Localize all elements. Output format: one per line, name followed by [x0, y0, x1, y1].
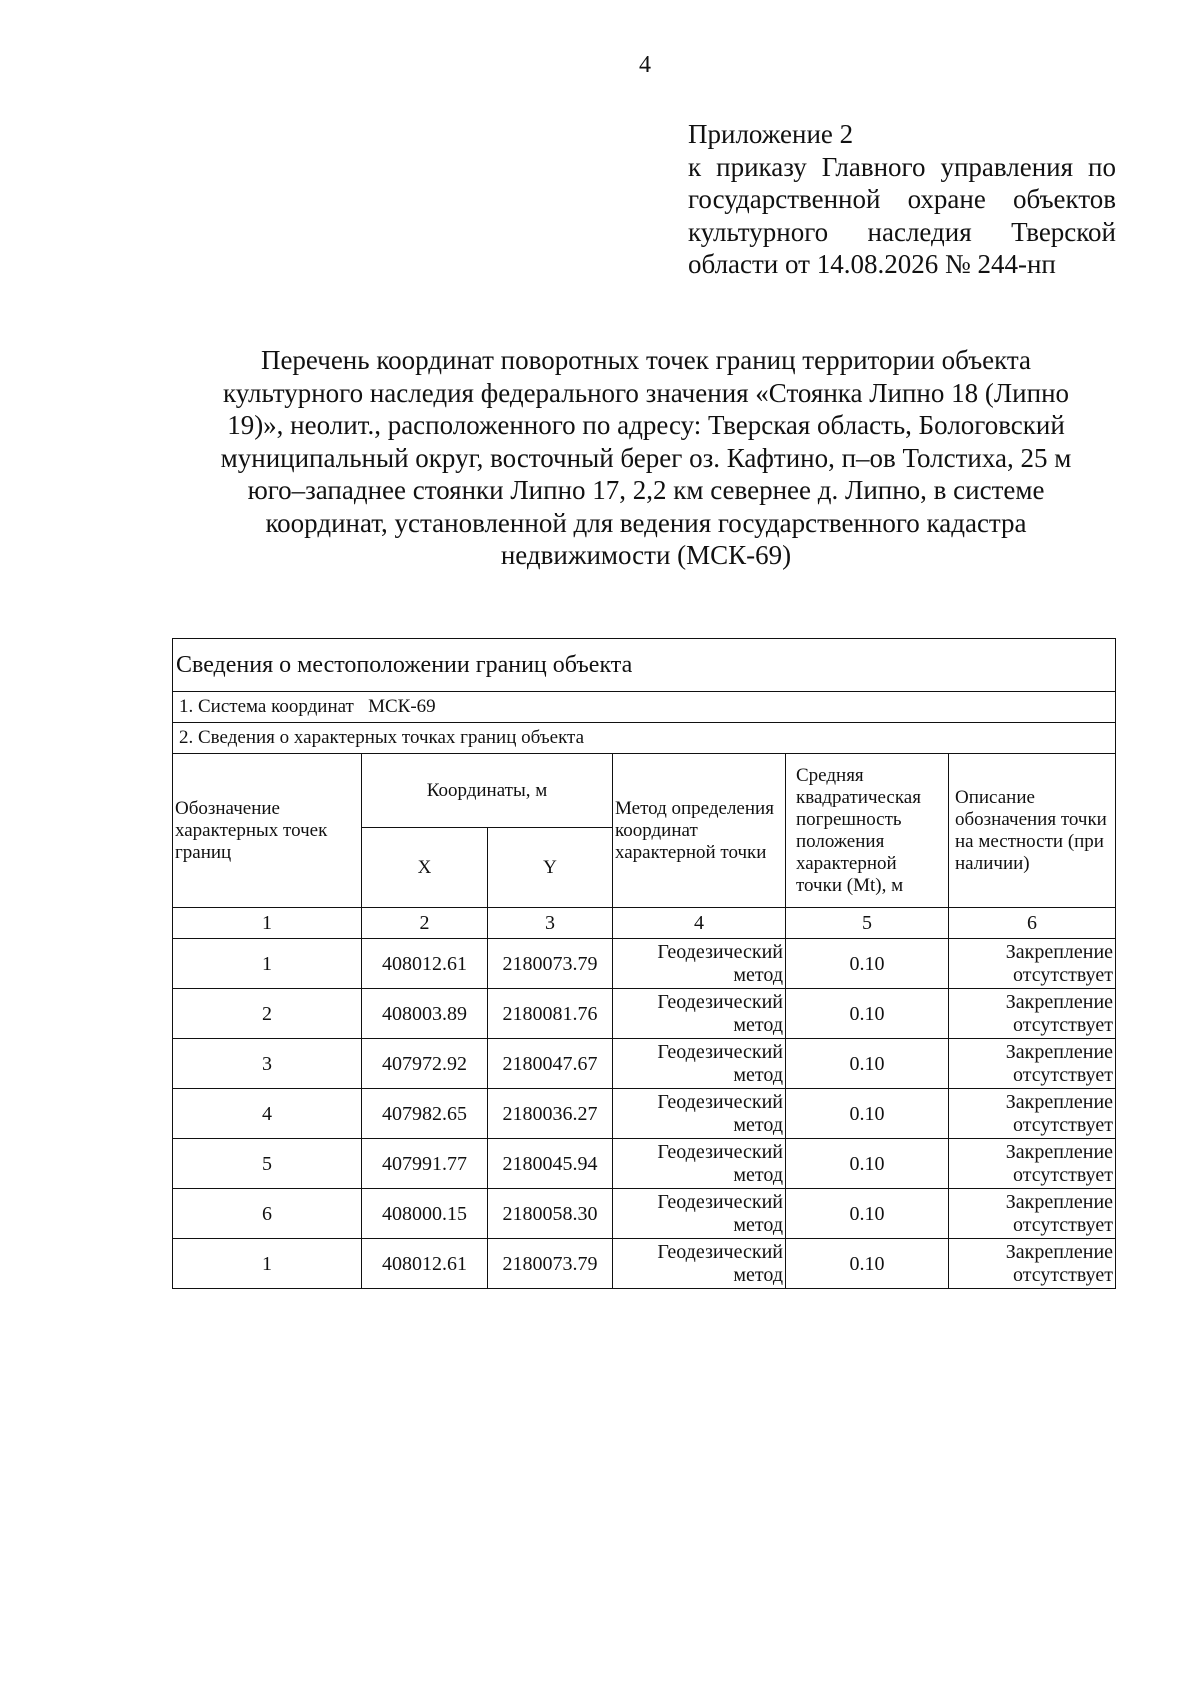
coord-system-row — [173, 692, 1116, 723]
header-x: X — [362, 828, 488, 908]
cell-point: 4 — [173, 1089, 362, 1139]
appendix-line: культурного наследия Тверской — [688, 216, 1116, 247]
cell-point: 3 — [173, 1039, 362, 1089]
cell-y: 2180073.79 — [488, 939, 613, 989]
column-number: 3 — [488, 908, 613, 939]
header-designation: Обозначение характерных точек границ — [173, 754, 362, 908]
header-coordinates: Координаты, м — [362, 754, 613, 828]
cell-desc: Закрепление отсутствует — [949, 989, 1116, 1039]
appendix-line: области от 14.08.2026 № 244-нп — [688, 249, 1056, 279]
cell-x: 407982.65 — [362, 1089, 488, 1139]
cell-desc: Закрепление отсутствует — [949, 1139, 1116, 1189]
table-row — [173, 989, 1116, 1039]
column-number: 4 — [613, 908, 786, 939]
cell-error: 0.10 — [786, 939, 949, 989]
cell-error: 0.10 — [786, 1139, 949, 1189]
cell-y: 2180045.94 — [488, 1139, 613, 1189]
coord-system-label: 1. Система координат — [179, 696, 354, 717]
column-number: 5 — [786, 908, 949, 939]
cell-method: Геодезический метод — [613, 1089, 786, 1139]
cell-x: 408012.61 — [362, 1239, 488, 1289]
cell-y: 2180047.67 — [488, 1039, 613, 1089]
cell-method: Геодезический метод — [613, 1189, 786, 1239]
cell-x: 407972.92 — [362, 1039, 488, 1089]
cell-desc: Закрепление отсутствует — [949, 1189, 1116, 1239]
cell-error: 0.10 — [786, 989, 949, 1039]
points-section-title: 2. Сведения о характерных точках границ объекта — [173, 723, 1116, 754]
column-numbers-row — [173, 908, 1116, 939]
table-row — [173, 1239, 1116, 1289]
cell-method: Геодезический метод — [613, 1139, 786, 1189]
cell-x: 408012.61 — [362, 939, 488, 989]
appendix-line: к приказу Главного управления по — [688, 151, 1116, 182]
cell-desc: Закрепление отсутствует — [949, 1239, 1116, 1289]
header-method: Метод определения координат характерной точки — [613, 754, 786, 908]
table-section-title: Сведения о местоположении границ объекта — [173, 639, 1116, 692]
table-row — [173, 1189, 1116, 1239]
cell-desc: Закрепление отсутствует — [949, 939, 1116, 989]
document-title — [176, 344, 1116, 572]
table-row — [173, 1039, 1116, 1089]
boundary-points-table — [172, 638, 1116, 1289]
table-row — [173, 1089, 1116, 1139]
cell-point: 5 — [173, 1139, 362, 1189]
cell-point: 6 — [173, 1189, 362, 1239]
column-number: 6 — [949, 908, 1116, 939]
column-number: 2 — [362, 908, 488, 939]
cell-method: Геодезический метод — [613, 1039, 786, 1089]
column-number: 1 — [173, 908, 362, 939]
title-line: юго–западнее стоянки Липно 17, 2,2 км севернее д. Липно, в системе — [247, 475, 1045, 505]
cell-error: 0.10 — [786, 1189, 949, 1239]
cell-point: 1 — [173, 1239, 362, 1289]
cell-error: 0.10 — [786, 1089, 949, 1139]
title-line: муниципальный округ, восточный берег оз. Кафтино, п–ов Толстиха, 25 м — [220, 442, 1072, 473]
cell-desc: Закрепление отсутствует — [949, 1039, 1116, 1089]
title-line: культурного наследия федерального значения «Стоянка Липно 18 (Липно — [222, 377, 1070, 408]
table-row — [173, 939, 1116, 989]
cell-y: 2180036.27 — [488, 1089, 613, 1139]
title-line: координат, установленной для ведения государственного кадастра — [265, 507, 1027, 538]
cell-method: Геодезический метод — [613, 939, 786, 989]
appendix-header — [688, 118, 1116, 281]
title-line: 19)», неолит., расположенного по адресу: Тверская область, Бологовский — [227, 410, 1065, 440]
table-row — [173, 1139, 1116, 1189]
cell-point: 2 — [173, 989, 362, 1039]
appendix-line: Приложение 2 — [688, 119, 854, 149]
cell-error: 0.10 — [786, 1039, 949, 1089]
header-description: Описание обозначения точки на местности (при наличии) — [949, 754, 1116, 908]
cell-error: 0.10 — [786, 1239, 949, 1289]
title-line: недвижимости (МСК-69) — [500, 540, 792, 570]
cell-x: 408000.15 — [362, 1189, 488, 1239]
page-number: 4 — [639, 52, 651, 78]
title-line: Перечень координат поворотных точек границ территории объекта — [260, 345, 1032, 375]
appendix-line: государственной охране объектов — [688, 184, 1116, 214]
cell-x: 407991.77 — [362, 1139, 488, 1189]
cell-method: Геодезический метод — [613, 989, 786, 1039]
coord-system-value: МСК-69 — [368, 696, 436, 717]
header-error: Средняя квадратическая погрешность положения характерной точки (Mt), м — [786, 754, 949, 908]
cell-y: 2180073.79 — [488, 1239, 613, 1289]
cell-desc: Закрепление отсутствует — [949, 1089, 1116, 1139]
cell-x: 408003.89 — [362, 989, 488, 1039]
cell-y: 2180058.30 — [488, 1189, 613, 1239]
cell-point: 1 — [173, 939, 362, 989]
cell-method: Геодезический метод — [613, 1239, 786, 1289]
cell-y: 2180081.76 — [488, 989, 613, 1039]
header-y: Y — [488, 828, 613, 908]
